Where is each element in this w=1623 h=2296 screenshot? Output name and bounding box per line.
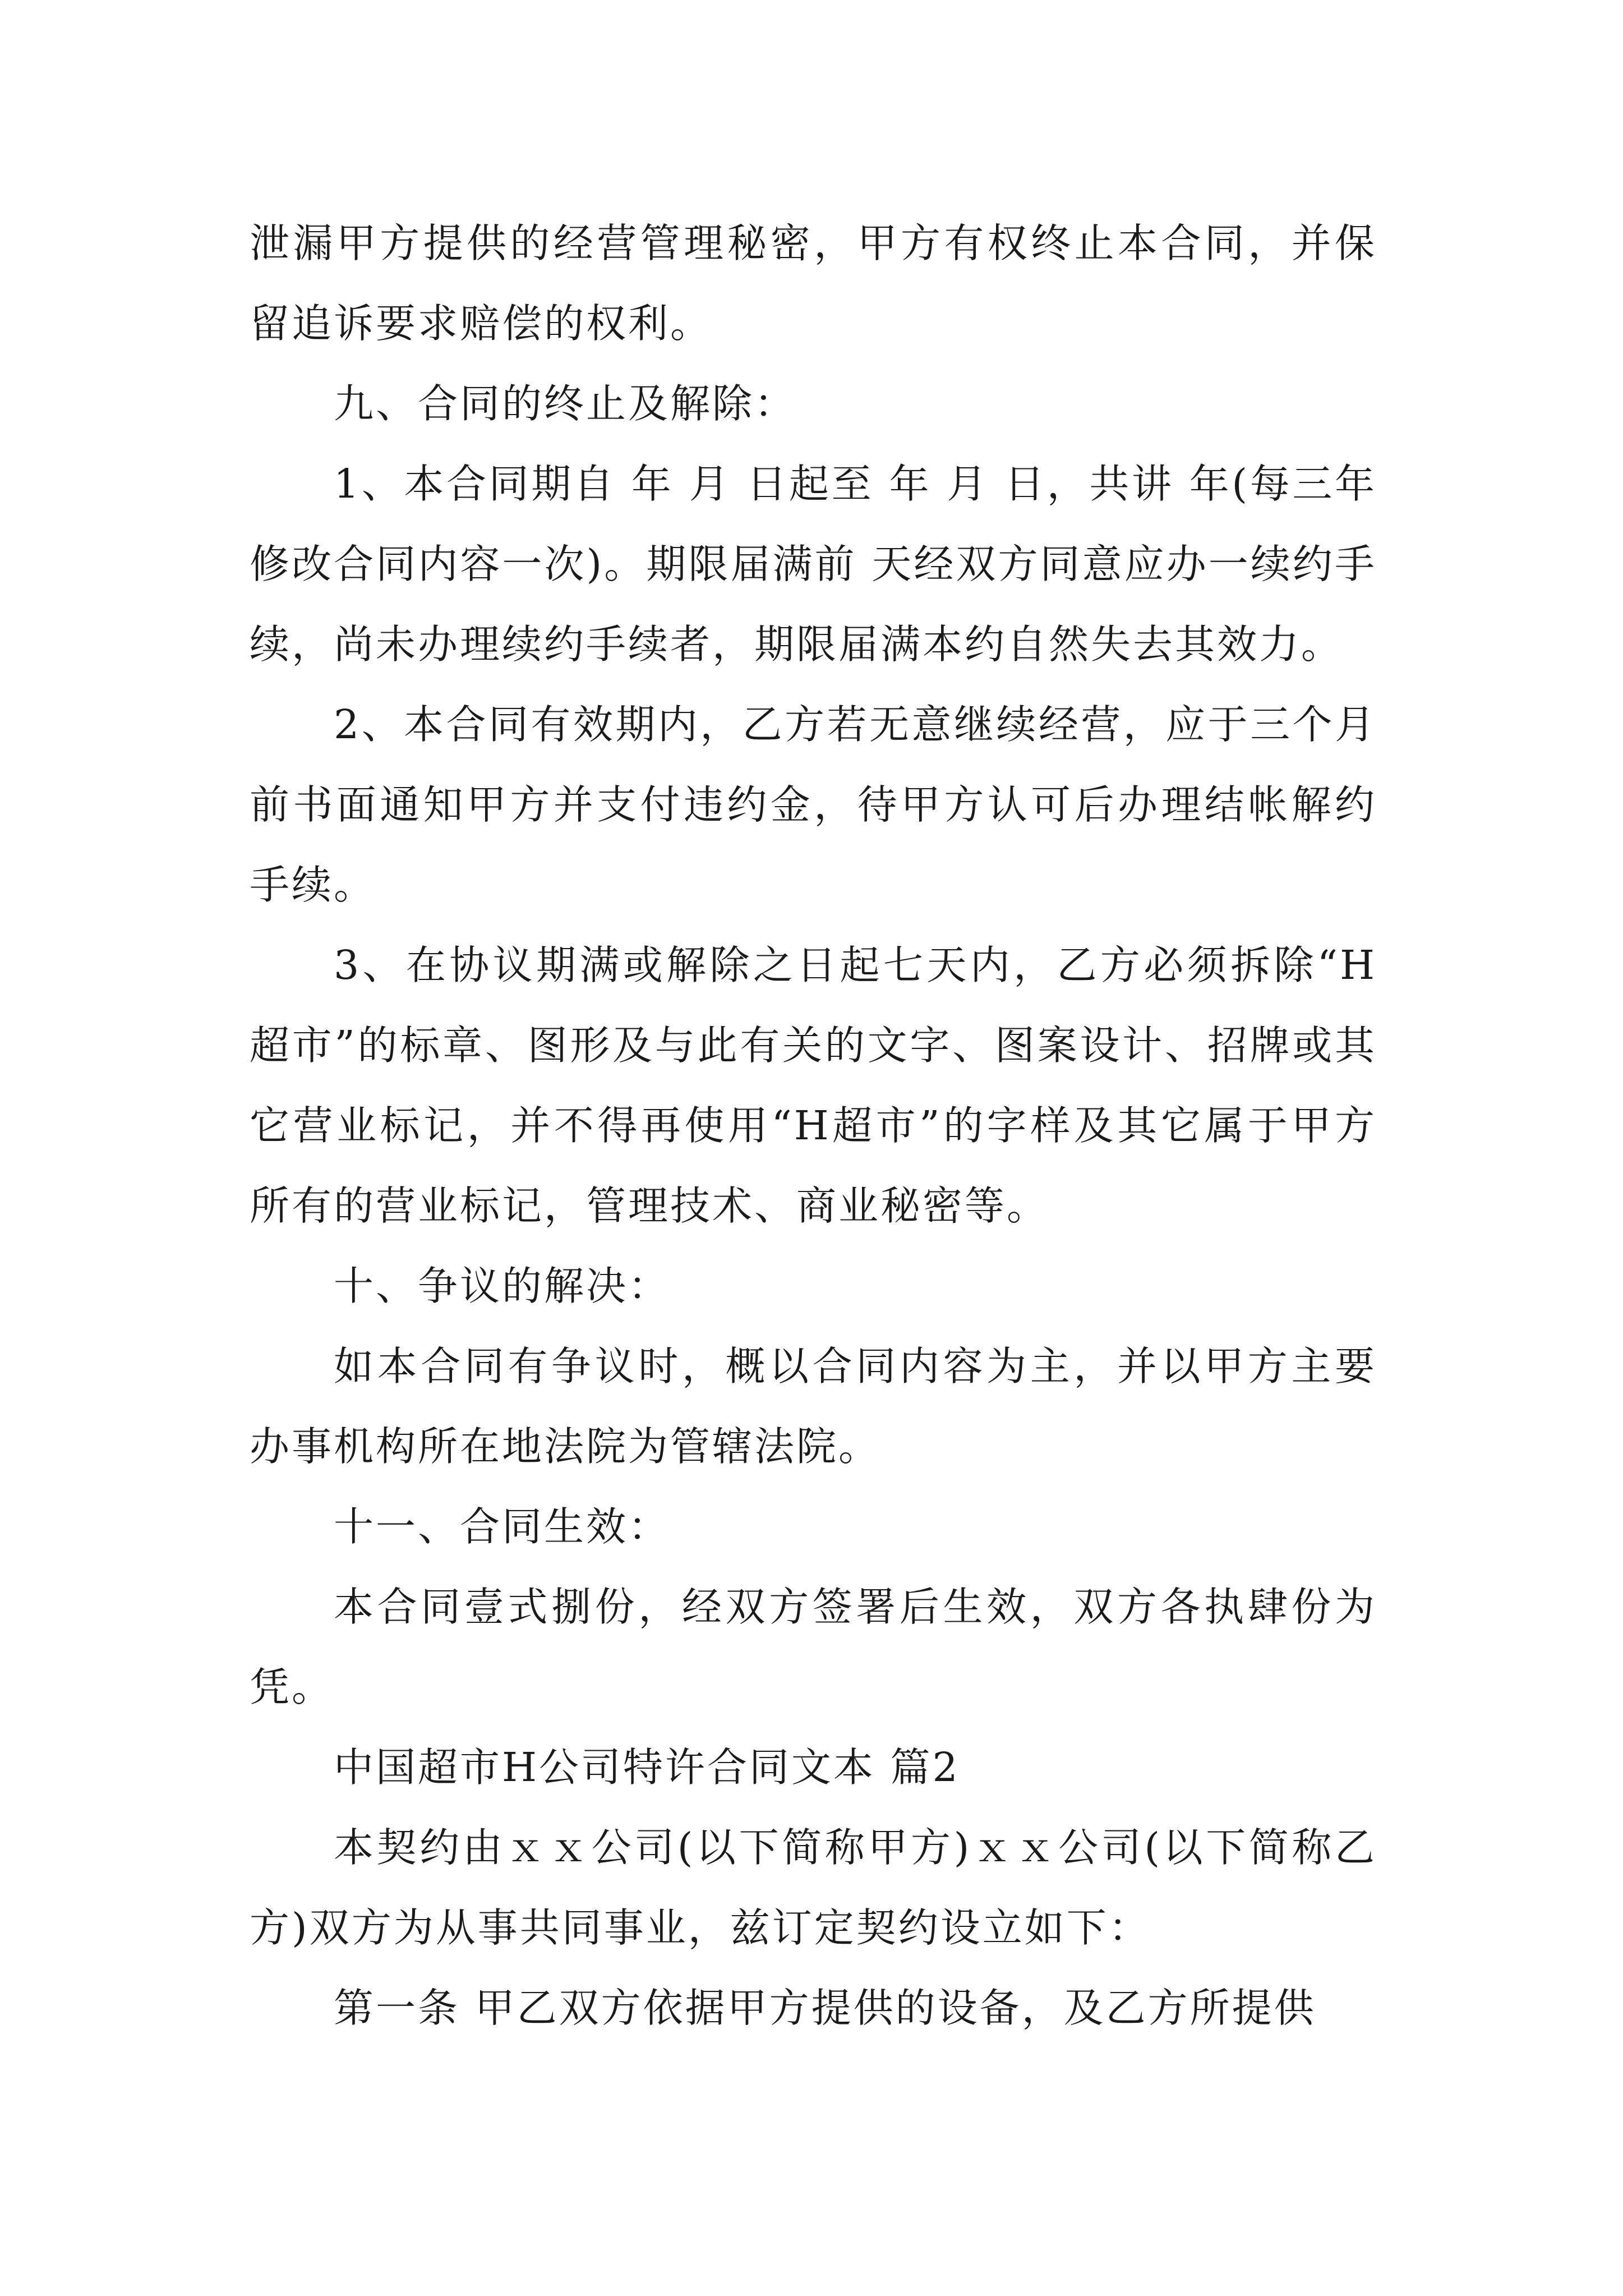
article-title: 中国超市H公司特许合同文本 篇2 <box>334 1744 960 1791</box>
section-heading-effect: 十一、合同生效： <box>334 1503 671 1550</box>
paragraph-continuation: 泄漏甲方提供的经营管理秘密，甲方有权终止本合同，并保留追诉要求赔偿的权利。 <box>250 220 1377 347</box>
section-heading-dispute: 十、争议的解决： <box>334 1263 671 1309</box>
document-body <box>250 203 1377 2048</box>
article-one: 第一条 甲乙双方依据甲方提供的设备，及乙方所提供 <box>334 1985 1316 2031</box>
contract-intro: 本契约由ｘｘ公司(以下简称甲方)ｘｘ公司(以下简称乙方)双方为从事共同事业，兹订定契约设立如下： <box>250 1824 1377 1951</box>
clause-dispute: 如本合同有争议时，概以合同内容为主，并以甲方主要办事机构所在地法院为管辖法院。 <box>250 1343 1377 1470</box>
clause-remove-marks: 3、在协议期满或解除之日起七天内，乙方必须拆除“H超市”的标章、图形及与此有关的文字、图案设计、招牌或其它营业标记，并不得再使用“H超市”的字样及其它属于甲方所有的营业标记，管理技术、商业秘密等。 <box>250 942 1377 1229</box>
clause-term-period: 1、本合同期自 年 月 日起至 年 月 日，共讲 年(每三年修改合同内容一次)。期限届满前 天经双方同意应办一续约手续，尚未办理续约手续者，期限届满本约自然失去其效力。 <box>250 461 1377 668</box>
clause-effect: 本合同壹式捌份，经双方签署后生效，双方各执肆份为凭。 <box>250 1584 1377 1710</box>
section-heading-termination: 九、合同的终止及解除： <box>334 380 797 427</box>
clause-early-exit: 2、本合同有效期内，乙方若无意继续经营，应于三个月前书面通知甲方并支付违约金，待甲方认可后办理结帐解约手续。 <box>250 701 1377 908</box>
